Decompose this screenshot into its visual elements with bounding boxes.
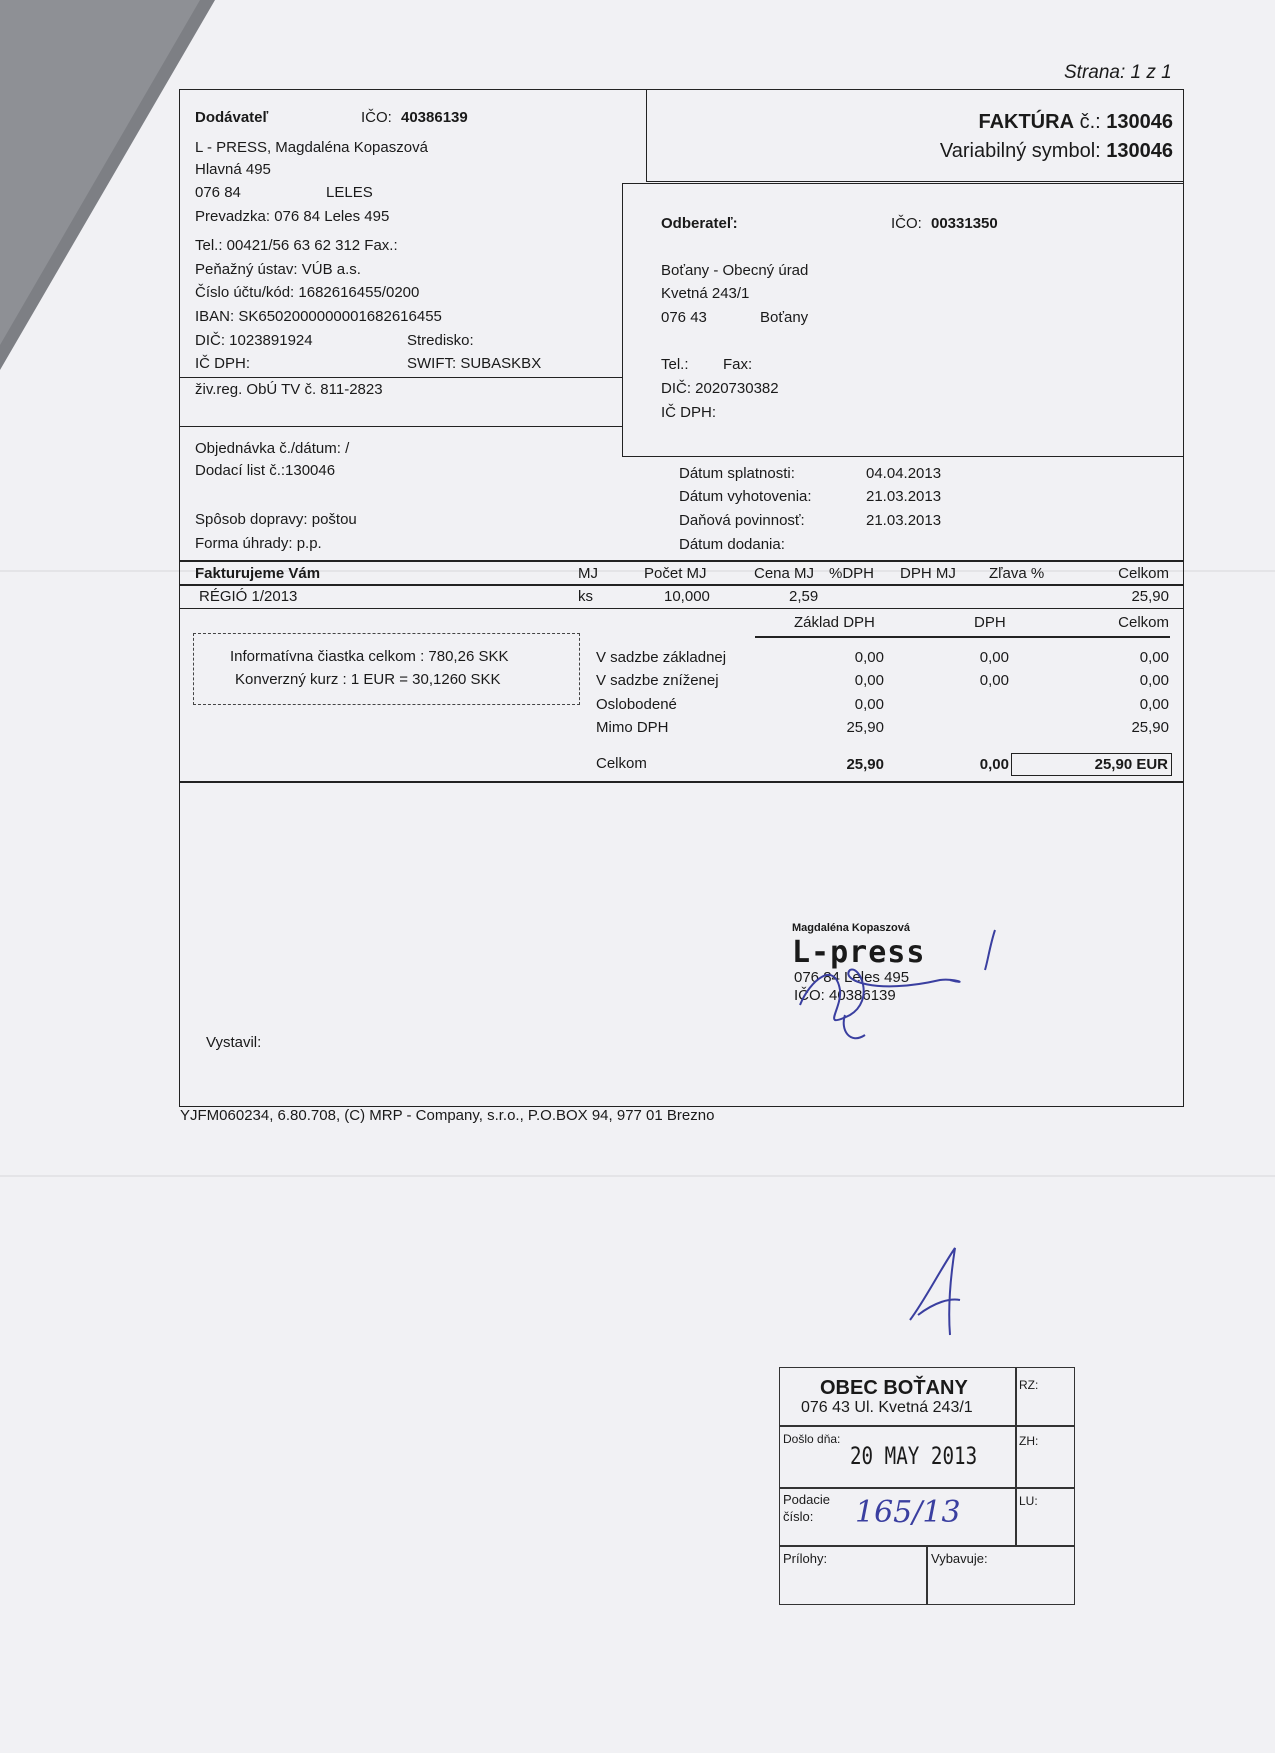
registry-rz-label: RZ: bbox=[1019, 1378, 1039, 1392]
customer-name: Boťany - Obecný úrad bbox=[661, 262, 809, 279]
registry-zh-label: ZH: bbox=[1019, 1434, 1039, 1448]
customer-icdph: IČ DPH: bbox=[661, 404, 717, 421]
row-unit-price: 2,59 bbox=[789, 588, 819, 605]
col-vat-unit: DPH MJ bbox=[900, 565, 956, 582]
summary-row-label: V sadzbe zníženej bbox=[596, 672, 719, 689]
customer-ico-label: IČO: bbox=[891, 215, 922, 232]
supplier-street: Hlavná 495 bbox=[195, 161, 271, 178]
col-discount: Zľava % bbox=[989, 565, 1045, 582]
col-unit: MJ bbox=[578, 565, 598, 582]
divider bbox=[779, 1425, 1075, 1427]
supplier-establishment: Prevadzka: 076 84 Leles 495 bbox=[195, 208, 390, 225]
conversion-rate: Konverzný kurz : 1 EUR = 30,1260 SKK bbox=[235, 671, 501, 688]
supplier-zip: 076 84 bbox=[195, 184, 241, 201]
summary-row-label: V sadzbe základnej bbox=[596, 649, 727, 666]
divider bbox=[646, 89, 647, 182]
summary-row-vat: 0,00 bbox=[979, 672, 1009, 689]
informative-amount: Informatívna čiastka celkom : 780,26 SKK bbox=[230, 648, 509, 665]
due-date: 04.04.2013 bbox=[866, 465, 942, 482]
registry-office-address: 076 43 Ul. Kvetná 243/1 bbox=[801, 1399, 973, 1416]
divider bbox=[779, 1487, 1075, 1489]
summary-row-total: 0,00 bbox=[1139, 649, 1169, 666]
divider bbox=[579, 633, 580, 705]
customer-fax: Fax: bbox=[723, 356, 753, 373]
supplier-registry: živ.reg. ObÚ TV č. 811-2823 bbox=[195, 381, 383, 398]
col-quantity: Počet MJ bbox=[644, 565, 707, 582]
summary-row-label: Mimo DPH bbox=[596, 719, 669, 736]
supplier-ico-label: IČO: bbox=[361, 109, 392, 126]
customer-tel: Tel.: bbox=[661, 356, 689, 373]
summary-row-base: 25,90 bbox=[846, 719, 884, 736]
page-counter: Strana: 1 z 1 bbox=[1064, 62, 1172, 83]
summary-col-vat: DPH bbox=[974, 614, 1006, 631]
registry-handled-by-label: Vybavuje: bbox=[931, 1551, 988, 1566]
divider bbox=[179, 608, 1184, 609]
supplier-ico: 40386139 bbox=[401, 109, 468, 126]
divider bbox=[179, 377, 622, 378]
row-total: 25,90 bbox=[1131, 588, 1169, 605]
summary-row-total: 0,00 bbox=[1139, 696, 1169, 713]
supplier-city: LELES bbox=[326, 184, 373, 201]
customer-city: Boťany bbox=[760, 309, 809, 326]
summary-row-vat: 0,00 bbox=[979, 649, 1009, 666]
customer-ico: 00331350 bbox=[931, 215, 998, 232]
supplier-center: Stredisko: bbox=[407, 332, 474, 349]
summary-col-base: Základ DPH bbox=[794, 614, 875, 631]
divider bbox=[193, 633, 194, 705]
summary-row-base: 0,00 bbox=[854, 672, 884, 689]
row-unit: ks bbox=[578, 588, 593, 605]
supplier-icdph: IČ DPH: bbox=[195, 355, 251, 372]
divider bbox=[179, 584, 1184, 586]
registry-office-name: OBEC BOŤANY bbox=[820, 1377, 968, 1399]
due-date-label: Dátum splatnosti: bbox=[679, 465, 795, 482]
customer-street: Kvetná 243/1 bbox=[661, 285, 750, 302]
row-description: RÉGIÓ 1/2013 bbox=[199, 588, 298, 605]
grand-total: 25,90 EUR bbox=[1094, 756, 1168, 773]
software-footer: YJFM060234, 6.80.708, (C) MRP - Company, s.r.o., P.O.BOX 94, 977 01 Brezno bbox=[180, 1107, 715, 1124]
col-unit-price: Cena MJ bbox=[754, 565, 815, 582]
summary-row-base: 0,00 bbox=[854, 649, 884, 666]
summary-total-label: Celkom bbox=[596, 755, 647, 772]
stamp-ico: IČO: 40386139 bbox=[794, 987, 896, 1004]
divider bbox=[755, 636, 1170, 638]
invoice-title: FAKTÚRA bbox=[978, 111, 1075, 133]
invoice-title-line bbox=[978, 110, 1173, 134]
supplier-account: Číslo účtu/kód: 1682616455/0200 bbox=[195, 284, 420, 301]
summary-total-vat: 0,00 bbox=[979, 756, 1009, 773]
invoice-number: 130046 bbox=[1106, 111, 1173, 133]
payment-method: Forma úhrady: p.p. bbox=[195, 535, 322, 552]
informative-amount-box bbox=[193, 633, 580, 705]
divider bbox=[179, 560, 1184, 562]
issue-date-label: Dátum vyhotovenia: bbox=[679, 488, 812, 505]
summary-row-base: 0,00 bbox=[854, 696, 884, 713]
divider bbox=[926, 1545, 928, 1605]
registry-attachments-label: Prílohy: bbox=[783, 1551, 828, 1566]
supplier-dic: DIČ: 1023891924 bbox=[195, 332, 313, 349]
divider bbox=[646, 181, 1184, 182]
received-date: 20 MAY 2013 bbox=[850, 1442, 978, 1470]
col-description: Fakturujeme Vám bbox=[195, 565, 321, 582]
invoice-number-label: č.: bbox=[1074, 111, 1107, 133]
supplier-swift: SWIFT: SUBASKBX bbox=[407, 355, 542, 372]
supplier-name: L - PRESS, Magdaléna Kopaszová bbox=[195, 139, 428, 156]
variable-symbol: 130046 bbox=[1106, 140, 1173, 162]
registry-number-label-1: Podacie bbox=[783, 1492, 830, 1507]
delivery-date-label: Dátum dodania: bbox=[679, 536, 785, 553]
stamp-brand: L-press bbox=[792, 935, 926, 970]
summary-row-total: 0,00 bbox=[1139, 672, 1169, 689]
divider bbox=[179, 781, 1184, 783]
row-quantity: 10,000 bbox=[664, 588, 710, 605]
divider bbox=[1015, 1367, 1017, 1547]
handwritten-initial bbox=[900, 1240, 980, 1350]
stamp-address: 076 84 Leles 495 bbox=[794, 969, 910, 986]
supplier-heading: Dodávateľ bbox=[195, 109, 269, 126]
summary-col-total: Celkom bbox=[1118, 614, 1169, 631]
variable-symbol-line bbox=[940, 139, 1173, 163]
received-label: Došlo dňa: bbox=[783, 1432, 841, 1446]
customer-heading: Odberateľ: bbox=[661, 215, 738, 232]
handwritten-signature bbox=[780, 920, 1010, 1050]
registry-lu-label: LU: bbox=[1019, 1494, 1038, 1508]
col-total: Celkom bbox=[1118, 565, 1169, 582]
issue-date: 21.03.2013 bbox=[866, 488, 942, 505]
tax-date: 21.03.2013 bbox=[866, 512, 942, 529]
supplier-phone: Tel.: 00421/56 63 62 312 Fax.: bbox=[195, 237, 398, 254]
summary-row-label: Oslobodené bbox=[596, 696, 677, 713]
supplier-bank: Peňažný ústav: VÚB a.s. bbox=[195, 261, 361, 278]
divider bbox=[179, 426, 622, 427]
transport-method: Spôsob dopravy: poštou bbox=[195, 511, 357, 528]
delivery-note: Dodací list č.:130046 bbox=[195, 462, 336, 479]
supplier-iban: IBAN: SK6502000000001682616455 bbox=[195, 308, 442, 325]
summary-total-base: 25,90 bbox=[846, 756, 884, 773]
paper-crease bbox=[0, 1175, 1275, 1177]
registry-number-label-2: číslo: bbox=[783, 1509, 814, 1524]
issued-by-label: Vystavil: bbox=[206, 1034, 262, 1051]
registry-number: 165/13 bbox=[855, 1495, 961, 1530]
summary-row-total: 25,90 bbox=[1131, 719, 1169, 736]
order-reference: Objednávka č./dátum: / bbox=[195, 440, 350, 457]
col-vat-percent: %DPH bbox=[829, 565, 875, 582]
customer-zip: 076 43 bbox=[661, 309, 707, 326]
variable-symbol-label: Variabilný symbol: bbox=[939, 140, 1107, 162]
tax-date-label: Daňová povinnosť: bbox=[679, 512, 805, 529]
customer-dic: DIČ: 2020730382 bbox=[661, 380, 779, 397]
stamp-owner-name: Magdaléna Kopaszová bbox=[792, 922, 910, 934]
